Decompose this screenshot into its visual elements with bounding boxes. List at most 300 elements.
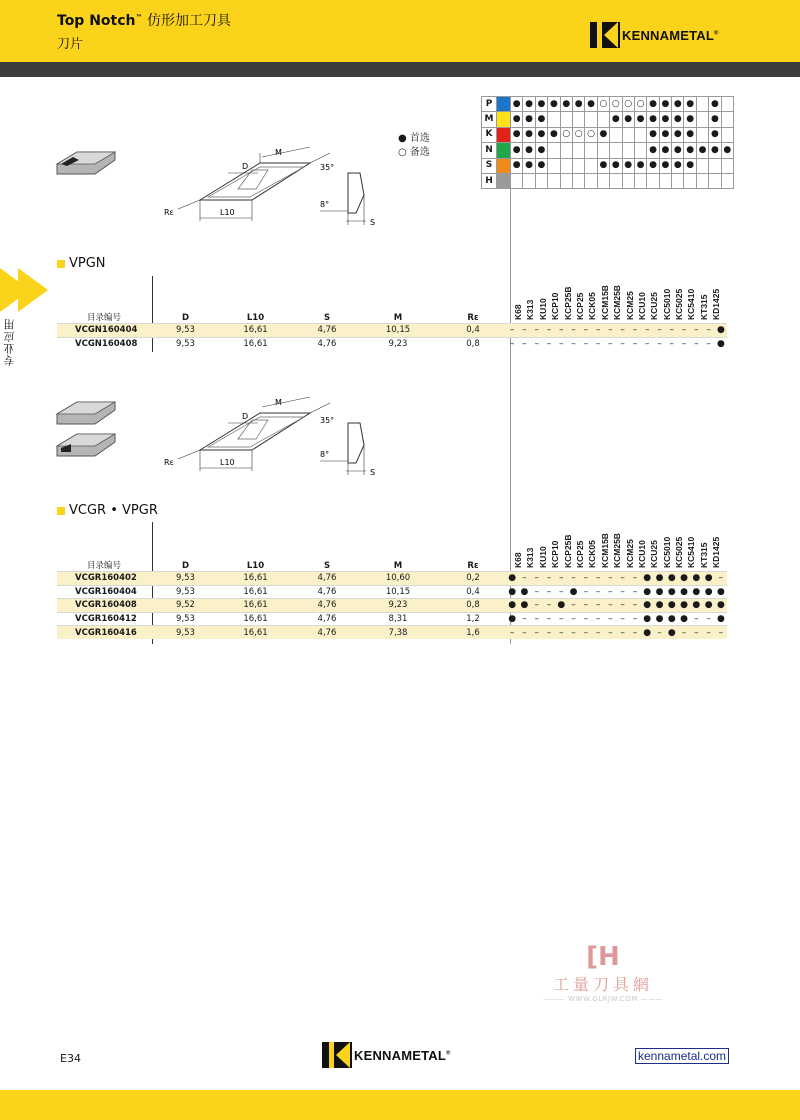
grade-availability-cell: ● xyxy=(716,325,725,336)
dimension-m: 10,60 xyxy=(361,572,435,586)
table-row xyxy=(57,626,727,640)
grade-availability-cell: – xyxy=(559,613,564,624)
grade-availability-cell: – xyxy=(583,586,589,597)
material-cell: ● xyxy=(659,143,671,158)
material-cell: ● xyxy=(523,97,535,112)
grade-availability-cell: ● xyxy=(716,600,725,611)
grade-availability-cell: ● xyxy=(716,586,725,597)
material-cell: ● xyxy=(585,97,597,112)
material-cell: ● xyxy=(684,97,696,112)
grade-availability-cell: ● xyxy=(667,627,676,638)
grade-availability-cell: – xyxy=(583,627,589,638)
material-cell xyxy=(721,97,733,112)
grade-availability-cell: ● xyxy=(655,573,664,584)
svg-text:Rε: Rε xyxy=(164,458,174,467)
dimension-re: 0,8 xyxy=(435,599,511,613)
material-cell: ● xyxy=(535,158,547,173)
dimension-l10: 16,61 xyxy=(218,612,293,626)
grade-availability-cell: – xyxy=(706,613,711,624)
material-cell xyxy=(560,112,572,127)
material-cell: ● xyxy=(511,158,523,173)
grade-availability-cell: ● xyxy=(655,586,664,597)
material-cell xyxy=(622,173,634,188)
section-vcgr-title: VCGR • VPGR xyxy=(69,503,158,518)
column-header: L10 xyxy=(246,561,265,571)
dimension-m: 10,15 xyxy=(361,324,435,338)
dimension-l10: 16,61 xyxy=(218,572,293,586)
grade-availability-cell: – xyxy=(608,339,613,349)
section-square-icon xyxy=(57,507,65,515)
grade-availability-cell: – xyxy=(583,613,589,624)
material-cell: ○ xyxy=(634,97,646,112)
material-label: S xyxy=(482,158,497,173)
grade-availability-cell: – xyxy=(595,339,601,349)
material-cell: ● xyxy=(548,97,560,112)
grade-label: KC5025 xyxy=(674,288,685,320)
grade-availability-cell: – xyxy=(546,573,552,584)
material-cell: ● xyxy=(511,127,523,142)
dimension-re: 0,4 xyxy=(435,585,511,599)
grade-availability-cell: ● xyxy=(643,613,652,624)
grade-availability-cell: – xyxy=(534,613,539,624)
grade-label: KC5410 xyxy=(686,288,697,320)
grade-availability-cell: – xyxy=(559,339,564,349)
svg-text:L10: L10 xyxy=(220,458,235,467)
grade-availability-cell: – xyxy=(509,325,515,336)
material-label: M xyxy=(482,112,497,127)
dimension-m: 9,23 xyxy=(361,599,435,613)
material-cell: ● xyxy=(659,112,671,127)
section-vcgr-header xyxy=(57,503,158,518)
vpgn-insert-icon xyxy=(55,150,117,180)
material-label: N xyxy=(482,143,497,158)
grade-availability-cell: – xyxy=(608,600,613,611)
logo-k-icon xyxy=(322,1042,352,1068)
grade-availability-cell: – xyxy=(694,627,699,638)
grade-availability-cell: – xyxy=(595,586,601,597)
grade-availability-cell: – xyxy=(534,339,539,349)
material-cell xyxy=(523,173,535,188)
material-cell: ● xyxy=(548,127,560,142)
grade-label: KC5025 xyxy=(674,536,685,568)
material-cell xyxy=(585,158,597,173)
header-dark-band xyxy=(0,62,800,77)
material-cell: ● xyxy=(672,143,684,158)
page-subtitle: 刀片 xyxy=(57,37,84,52)
dimension-m: 7,38 xyxy=(361,626,435,640)
material-row-k xyxy=(482,127,734,142)
grade-availability-cell: – xyxy=(718,627,724,638)
material-cell xyxy=(548,143,560,158)
material-cell: ● xyxy=(523,158,535,173)
material-cell xyxy=(696,127,708,142)
material-cell: ● xyxy=(535,143,547,158)
grade-availability-cell: – xyxy=(509,627,515,638)
grade-availability-cell: – xyxy=(706,325,711,336)
side-chevron-icon-2 xyxy=(18,268,48,312)
svg-text:Rε: Rε xyxy=(164,208,174,217)
grade-availability-cell: ● xyxy=(557,600,566,611)
grade-availability-cell: ● xyxy=(508,600,517,611)
material-cell: ● xyxy=(684,158,696,173)
catalog-number: VCGR160416 xyxy=(57,626,153,640)
grade-availability-cell: – xyxy=(644,339,650,349)
grade-availability-cell: – xyxy=(534,573,539,584)
grade-label: K68 xyxy=(513,304,523,320)
svg-text:D: D xyxy=(242,412,249,421)
grade-availability-cell: ● xyxy=(716,339,725,349)
grade-availability-cell: ● xyxy=(692,573,701,584)
grade-availability-cell: – xyxy=(509,339,515,349)
grade-availability-cell: – xyxy=(608,586,613,597)
kennametal-logo: KENNAMETAL® xyxy=(590,22,719,48)
material-cell: ● xyxy=(647,97,659,112)
grade-availability-cell: – xyxy=(522,573,527,584)
grade-label: KC5010 xyxy=(661,536,672,568)
logo-k-icon xyxy=(590,22,620,48)
material-cell xyxy=(696,97,708,112)
material-cell: ● xyxy=(622,158,634,173)
grade-availability-cell: – xyxy=(620,627,625,638)
material-cell xyxy=(548,173,560,188)
grade-availability-cell: ● xyxy=(680,600,688,611)
material-cell xyxy=(548,158,560,173)
column-header: M xyxy=(393,313,403,323)
grade-availability-cell: – xyxy=(583,600,589,611)
grade-availability-cell: – xyxy=(681,325,687,336)
material-cell xyxy=(721,173,733,188)
dimension-l10: 16,61 xyxy=(218,337,293,351)
grade-label: KD1425 xyxy=(711,536,722,568)
grade-availability-cell: – xyxy=(694,339,699,349)
catalog-number: VCGN160408 xyxy=(57,337,153,351)
material-cell xyxy=(696,158,708,173)
material-color-swatch xyxy=(497,112,511,127)
column-header: M xyxy=(393,561,403,571)
material-cell: ● xyxy=(511,143,523,158)
material-cell: ○ xyxy=(610,97,622,112)
grade-availability-cell: – xyxy=(632,613,638,624)
column-header: S xyxy=(323,313,331,323)
grade-availability-cell: ● xyxy=(667,600,676,611)
column-header: S xyxy=(323,561,331,571)
material-cell: ● xyxy=(523,127,535,142)
grade-availability-cell: ● xyxy=(508,573,517,584)
grade-availability-cell: – xyxy=(632,600,638,611)
dimension-re: 0,2 xyxy=(435,572,511,586)
catalog-number: VCGR160412 xyxy=(57,612,153,626)
grade-availability-cell: – xyxy=(546,586,552,597)
material-cell xyxy=(634,173,646,188)
grade-label: KT315 xyxy=(698,294,709,320)
footer-kennametal-logo: KENNAMETAL® xyxy=(322,1042,451,1068)
column-header: D xyxy=(181,313,190,323)
grade-availability-cell: – xyxy=(694,613,699,624)
grade-label: KCM25 xyxy=(624,291,635,320)
material-cell xyxy=(696,112,708,127)
grade-availability-cell: ● xyxy=(680,573,688,584)
material-cell: ● xyxy=(597,158,609,173)
grade-availability-cell: – xyxy=(620,573,625,584)
material-cell xyxy=(597,143,609,158)
grade-availability-cell: – xyxy=(706,339,711,349)
material-cell: ● xyxy=(647,143,659,158)
grade-availability-cell: – xyxy=(620,586,625,597)
material-cell xyxy=(560,173,572,188)
material-cell xyxy=(647,173,659,188)
material-cell: ● xyxy=(523,143,535,158)
grade-label: KCM15B xyxy=(599,533,610,568)
grade-label: KCK05 xyxy=(587,540,598,568)
side-tab-label: 专业应用 xyxy=(3,318,16,366)
dimension-m: 8,31 xyxy=(361,612,435,626)
grade-availability-cell: – xyxy=(522,339,527,349)
material-cell xyxy=(634,143,646,158)
grade-availability-cell: ● xyxy=(508,613,517,624)
grade-availability-cell: – xyxy=(534,325,539,336)
material-cell xyxy=(721,127,733,142)
grade-availability-cell: – xyxy=(632,627,638,638)
dimension-s: 4,76 xyxy=(293,612,361,626)
material-cell xyxy=(597,173,609,188)
dimension-l10: 16,61 xyxy=(218,599,293,613)
material-cell xyxy=(548,112,560,127)
material-cell: ● xyxy=(709,143,721,158)
material-cell: ● xyxy=(684,143,696,158)
grade-availability-cell: – xyxy=(546,613,552,624)
material-cell xyxy=(585,112,597,127)
page-title: Top Notch™ 仿形加工刀具 xyxy=(57,13,231,29)
material-cell xyxy=(684,173,696,188)
legend-preferred: ● 首选 xyxy=(398,133,430,144)
grade-label: KCP10 xyxy=(550,540,561,568)
column-header: L10 xyxy=(246,313,265,323)
material-cell xyxy=(560,143,572,158)
page-number: E34 xyxy=(60,1052,81,1065)
grade-label: KD1425 xyxy=(711,288,722,320)
grade-availability-cell: – xyxy=(559,627,564,638)
dimension-l10: 16,61 xyxy=(218,626,293,640)
material-cell: ● xyxy=(659,127,671,142)
svg-text:8°: 8° xyxy=(320,200,330,209)
vcgr-table xyxy=(57,559,727,639)
table-row xyxy=(57,337,727,351)
material-cell xyxy=(659,173,671,188)
grade-label: KCP25 xyxy=(574,540,585,568)
grade-availability-cell: ● xyxy=(655,600,664,611)
column-header: 目录编号 xyxy=(87,313,122,323)
material-label: P xyxy=(482,97,497,112)
catalog-number: VCGR160402 xyxy=(57,572,153,586)
grade-availability-cell: ● xyxy=(667,613,676,624)
material-cell: ● xyxy=(659,158,671,173)
dimension-d: 9,53 xyxy=(153,572,218,586)
material-cell: ● xyxy=(634,112,646,127)
dimension-d: 9,53 xyxy=(153,585,218,599)
material-color-swatch xyxy=(497,173,511,188)
grade-availability-cell: – xyxy=(559,325,564,336)
grade-availability-cell: – xyxy=(534,600,539,611)
material-cell: ● xyxy=(511,97,523,112)
grade-availability-cell: – xyxy=(608,627,613,638)
material-cell: ● xyxy=(672,158,684,173)
material-cell xyxy=(622,127,634,142)
grade-label: KCP25 xyxy=(574,292,585,320)
material-cell xyxy=(610,127,622,142)
material-cell: ● xyxy=(672,127,684,142)
grade-availability-cell: – xyxy=(571,325,576,336)
grade-availability-cell: – xyxy=(595,325,601,336)
material-cell xyxy=(585,143,597,158)
grade-label: KCU10 xyxy=(636,292,647,320)
grade-availability-cell: ● xyxy=(643,586,652,597)
table-row xyxy=(57,572,727,586)
material-cell: ● xyxy=(709,97,721,112)
material-cell xyxy=(597,112,609,127)
grade-availability-cell: ● xyxy=(655,613,664,624)
grade-label: KCM25B xyxy=(612,533,623,568)
material-cell xyxy=(511,173,523,188)
vcgr-insert-icon xyxy=(55,400,117,458)
grade-availability-cell: – xyxy=(706,627,711,638)
svg-text:M: M xyxy=(275,148,282,157)
material-cell: ● xyxy=(560,97,572,112)
grade-label: KCP25B xyxy=(562,286,573,320)
grade-availability-cell: – xyxy=(559,573,564,584)
grade-availability-cell: – xyxy=(583,325,589,336)
material-row-m xyxy=(482,112,734,127)
grade-label: KCP25B xyxy=(562,534,573,568)
grade-availability-cell: – xyxy=(718,573,724,584)
website-link[interactable]: kennametal.com xyxy=(635,1048,729,1064)
grade-availability-cell: – xyxy=(608,573,613,584)
grade-availability-cell: – xyxy=(620,600,625,611)
grade-availability-cell: – xyxy=(595,627,601,638)
grade-label: KCU25 xyxy=(649,292,660,320)
catalog-number: VCGR160408 xyxy=(57,599,153,613)
svg-text:8°: 8° xyxy=(320,450,330,459)
dimension-d: 9,53 xyxy=(153,612,218,626)
grade-availability-cell: – xyxy=(595,573,601,584)
material-cell: ● xyxy=(647,127,659,142)
grade-availability-cell: ● xyxy=(692,600,701,611)
material-cell xyxy=(610,143,622,158)
material-cell: ○ xyxy=(622,97,634,112)
material-cell: ● xyxy=(709,127,721,142)
section-square-icon xyxy=(57,260,65,268)
dimension-m: 9,23 xyxy=(361,337,435,351)
grade-label: K313 xyxy=(525,547,536,568)
grade-availability-cell: ● xyxy=(667,586,676,597)
material-cell: ● xyxy=(672,97,684,112)
material-cell: ● xyxy=(523,112,535,127)
grade-availability-cell: – xyxy=(681,339,687,349)
grade-label: KU10 xyxy=(537,546,548,568)
grade-availability-cell: ● xyxy=(643,573,652,584)
material-row-s xyxy=(482,158,734,173)
column-header: Rε xyxy=(467,313,479,323)
material-cell xyxy=(572,158,584,173)
material-application-chart xyxy=(481,96,734,189)
grade-availability-cell: – xyxy=(595,600,601,611)
svg-text:35°: 35° xyxy=(320,416,335,425)
material-cell: ● xyxy=(610,112,622,127)
dimension-s: 4,76 xyxy=(293,599,361,613)
grade-availability-cell: ● xyxy=(704,586,713,597)
material-cell: ● xyxy=(622,112,634,127)
vcgr-dimension-diagram xyxy=(160,395,400,485)
grade-availability-cell: – xyxy=(522,325,527,336)
material-cell: ○ xyxy=(597,97,609,112)
grade-availability-cell: – xyxy=(644,325,650,336)
grade-label: K313 xyxy=(525,299,536,320)
material-cell xyxy=(572,143,584,158)
grade-availability-cell: – xyxy=(571,339,576,349)
material-cell xyxy=(672,173,684,188)
material-color-swatch xyxy=(497,127,511,142)
material-row-n xyxy=(482,143,734,158)
svg-text:L10: L10 xyxy=(220,208,235,217)
material-cell: ● xyxy=(610,158,622,173)
grade-label: KC5010 xyxy=(661,288,672,320)
material-cell xyxy=(572,112,584,127)
section-vpgn-header xyxy=(57,256,106,271)
material-color-swatch xyxy=(497,158,511,173)
grade-availability-cell: ● xyxy=(704,573,713,584)
table-row xyxy=(57,324,727,338)
grade-availability-cell: ● xyxy=(569,586,578,597)
dimension-re: 1,6 xyxy=(435,626,511,640)
grade-availability-cell: – xyxy=(534,586,539,597)
material-label: H xyxy=(482,173,497,188)
grade-availability-cell: – xyxy=(694,325,699,336)
material-cell xyxy=(622,143,634,158)
svg-text:S: S xyxy=(370,218,376,227)
svg-text:D: D xyxy=(242,162,249,171)
grade-availability-cell: ● xyxy=(692,586,701,597)
material-cell: ○ xyxy=(585,127,597,142)
table-row xyxy=(57,585,727,599)
material-color-swatch xyxy=(497,97,511,112)
material-cell: ● xyxy=(709,112,721,127)
section-vpgn-title: VPGN xyxy=(69,256,106,271)
grade-availability-cell: – xyxy=(632,339,638,349)
grade-availability-cell: – xyxy=(546,600,552,611)
grade-availability-cell: ● xyxy=(520,600,529,611)
material-color-swatch xyxy=(497,143,511,158)
grade-availability-cell: – xyxy=(571,573,576,584)
grade-availability-cell: – xyxy=(534,627,539,638)
grade-availability-cell: – xyxy=(571,613,576,624)
material-cell xyxy=(634,127,646,142)
dimension-d: 9,52 xyxy=(153,599,218,613)
material-cell xyxy=(585,173,597,188)
legend-alternate: ○ 备选 xyxy=(398,147,430,158)
grade-availability-cell: ● xyxy=(508,586,517,597)
watermark-logo-icon: [H xyxy=(586,942,620,972)
material-cell xyxy=(709,158,721,173)
material-row-p xyxy=(482,97,734,112)
dimension-d: 9,53 xyxy=(153,626,218,640)
material-cell: ○ xyxy=(572,127,584,142)
material-cell: ● xyxy=(511,112,523,127)
dimension-s: 4,76 xyxy=(293,626,361,640)
material-cell: ● xyxy=(535,112,547,127)
grade-availability-cell: ● xyxy=(680,613,688,624)
catalog-number: VCGR160404 xyxy=(57,585,153,599)
material-cell xyxy=(721,112,733,127)
material-cell: ● xyxy=(672,112,684,127)
